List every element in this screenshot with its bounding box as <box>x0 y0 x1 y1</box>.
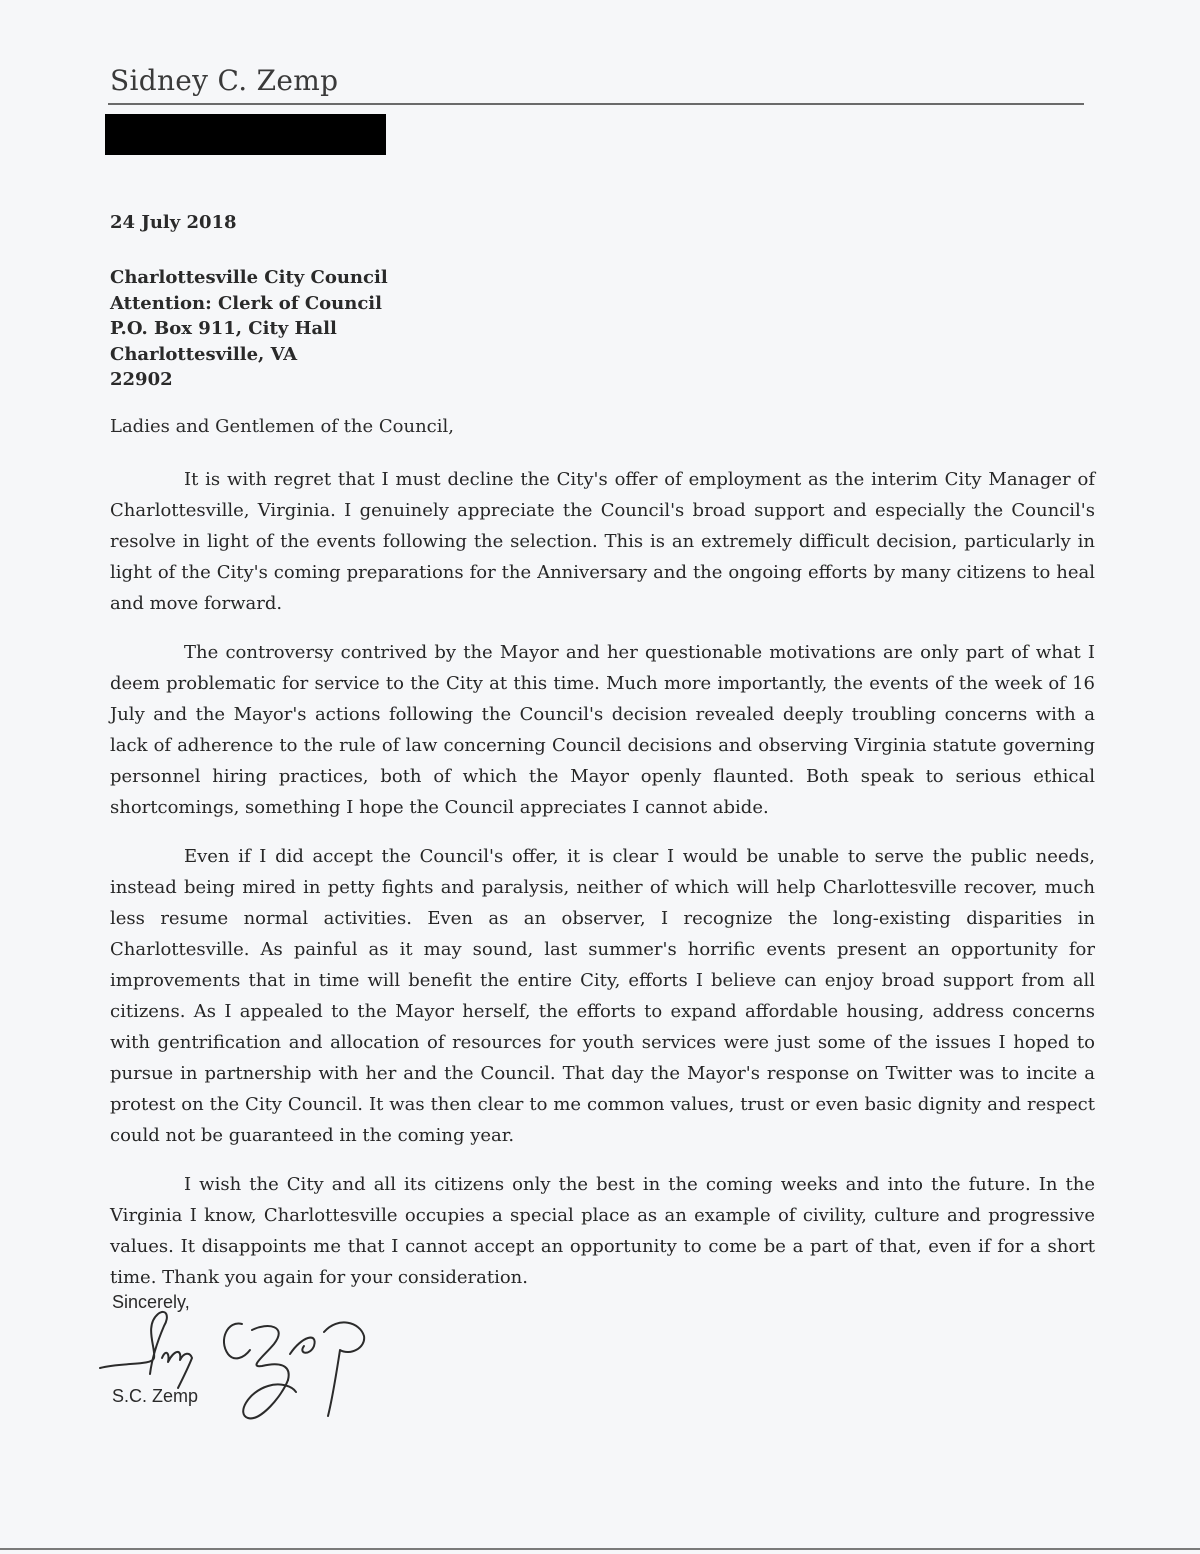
body-paragraph: Even if I did accept the Council's offer, it is clear I would be unable to serve the public needs, instead being mired in petty fights and paralysis, neither of which will help Charlottesville recover, much less resume normal activities. Even as an observer, I recognize the long-existing disparities in Charlottesville. As painful as it may sound, last summer's horrific events present an opportunity for improvements that in time will benefit the entire City, efforts I believe can enjoy broad support from all citizens. As I appealed to the Mayor herself, the efforts to expand affordable housing, address concerns with gentrification and allocation of resources for youth services were just some of the issues I hoped to pursue in partnership with her and the Council. That day the Mayor's response on Twitter was to incite a protest on the City Council. It was then clear to me common values, trust or even basic dignity and respect could not be guaranteed in the coming year. <box>110 846 1095 1146</box>
letter-date: 24 July 2018 <box>110 212 237 233</box>
letterhead-name: Sidney C. Zemp <box>110 64 339 97</box>
closing: Sincerely, <box>112 1292 190 1312</box>
recipient-line: 22902 <box>110 369 173 390</box>
recipient-line: P.O. Box 911, City Hall <box>110 318 337 339</box>
page-bottom-edge <box>0 1548 1200 1550</box>
body-paragraph: The controversy contrived by the Mayor and her questionable motivations are only part of what I deem problematic for service to the City at this time. Much more importantly, the events of the week of 16 July and the Mayor's actions following the Council's decision revealed deeply troubling concerns with a lack of adherence to the rule of law concerning Council decisions and observing Virginia statute governing personnel hiring practices, both of which the Mayor openly flaunted. Both speak to serious ethical shortcomings, something I hope the Council appreciates I cannot abide. <box>110 642 1095 818</box>
recipient-line: Charlottesville City Council <box>110 267 388 288</box>
recipient-line: Charlottesville, VA <box>110 343 298 365</box>
recipient-line: Attention: Clerk of Council <box>110 292 382 314</box>
body-paragraph: I wish the City and all its citizens only the best in the coming weeks and into the future. In the Virginia I know, Charlottesville occupies a special place as an example of civility, culture and progressive values. It disappoints me that I cannot accept an opportunity to come be a part of that, even if for a short time. Thank you again for your consideration. <box>110 1174 1095 1288</box>
salutation: Ladies and Gentlemen of the Council, <box>110 416 454 437</box>
signer-name: S.C. Zemp <box>112 1386 199 1406</box>
handwritten-signature <box>92 1296 392 1436</box>
redacted-address-block <box>105 114 386 155</box>
letterhead-divider <box>108 103 1084 105</box>
body-paragraph: It is with regret that I must decline the City's offer of employment as the interim City Manager of Charlottesville, Virginia. I genuinely appreciate the Council's broad support and especially the Council's resolve in light of the events following the selection. This is an extremely difficult decision, particularly in light of the City's coming preparations for the Anniversary and the ongoing efforts by many citizens to heal and move forward. <box>110 469 1095 614</box>
letter-body <box>110 464 1095 1311</box>
recipient-address <box>110 265 388 393</box>
